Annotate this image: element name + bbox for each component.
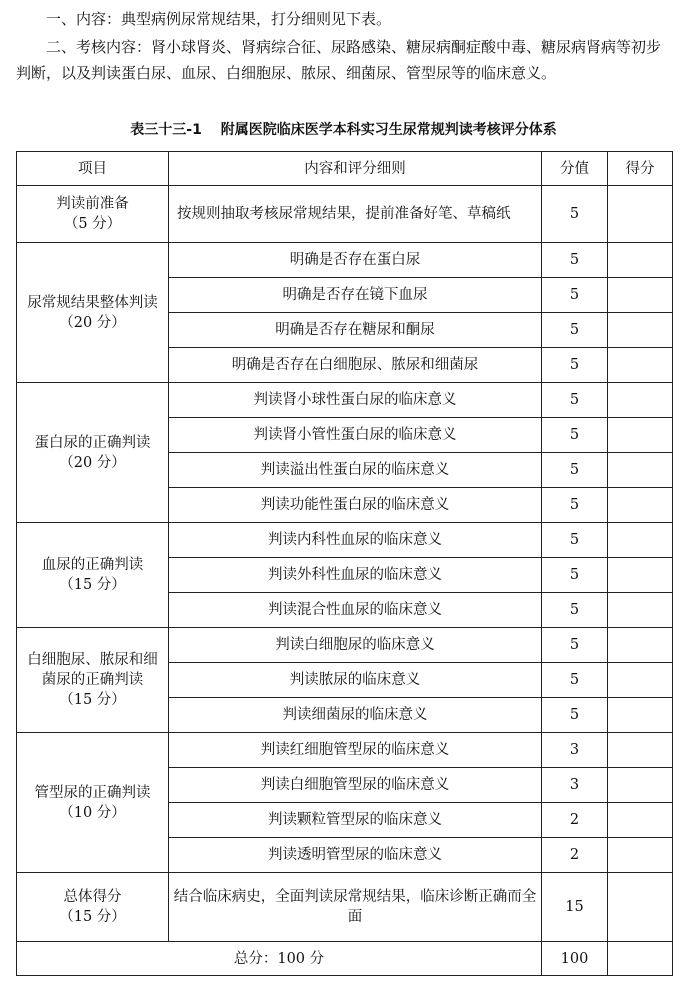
earned-score-cell (608, 838, 673, 873)
item-group-label: （20 分） (59, 454, 126, 471)
earned-score-cell (608, 348, 673, 383)
criterion-cell: 明确是否存在蛋白尿 (169, 243, 542, 278)
points-cell: 5 (542, 593, 608, 628)
points-cell: 5 (542, 558, 608, 593)
table-row (17, 243, 673, 278)
scoring-table (16, 151, 673, 976)
earned-score-cell (608, 383, 673, 418)
earned-score-cell (608, 698, 673, 733)
points-cell: 5 (542, 523, 608, 558)
item-group-label: 白细胞尿、脓尿和细 (27, 652, 158, 668)
item-group-label: 血尿的正确判读 (41, 557, 144, 573)
total-points: 100 (542, 942, 608, 976)
earned-score-cell (608, 803, 673, 838)
total-label: 总分：100 分 (17, 942, 542, 976)
earned-score-cell (608, 313, 673, 348)
points-cell: 5 (542, 278, 608, 313)
total-earned-cell (608, 942, 673, 976)
criterion-cell: 判读外科性血尿的临床意义 (169, 558, 542, 593)
table-row (17, 733, 673, 768)
intro-paragraph-2: 二、考核内容：肾小球肾炎、肾病综合征、尿路感染、糖尿病酮症酸中毒、糖尿病肾病等初步判断，以及判读蛋白尿、血尿、白细胞尿、脓尿、细菌尿、管型尿等的临床意义。 (16, 38, 662, 82)
item-group-label: 管型尿的正确判读 (34, 784, 151, 801)
criterion-cell: 判读红细胞管型尿的临床意义 (169, 733, 542, 768)
criterion-cell: 判读透明管型尿的临床意义 (169, 838, 542, 873)
earned-score-cell (608, 628, 673, 663)
table-caption: 表三十三-1 附属医院临床医学本科实习生尿常规判读考核评分体系 (130, 122, 557, 138)
criterion-cell: 明确是否存在糖尿和酮尿 (169, 313, 542, 348)
item-group-label: （15 分） (59, 909, 126, 925)
criterion-cell: 判读脓尿的临床意义 (169, 663, 542, 698)
criterion-cell: 判读细菌尿的临床意义 (169, 698, 542, 733)
points-cell: 5 (542, 348, 608, 383)
criterion-cell: 判读颗粒管型尿的临床意义 (169, 803, 542, 838)
criterion-cell: 明确是否存在白细胞尿、脓尿和细菌尿 (169, 348, 542, 383)
criterion-cell: 判读功能性蛋白尿的临床意义 (169, 488, 542, 523)
table-row (17, 186, 673, 243)
earned-score-cell (608, 873, 673, 942)
total-row (17, 942, 673, 976)
criterion-cell: 判读肾小球性蛋白尿的临床意义 (169, 383, 542, 418)
intro-paragraph-1: 一、内容：典型病例尿常规结果，打分细则见下表。 (46, 10, 392, 28)
table-row (17, 523, 673, 558)
points-cell: 5 (542, 628, 608, 663)
earned-score-cell (608, 593, 673, 628)
points-cell: 2 (542, 803, 608, 838)
earned-score-cell (608, 278, 673, 313)
item-group-label: （5 分） (63, 216, 122, 232)
item-group-label: （15 分） (59, 692, 126, 708)
criterion-cell: 判读内科性血尿的临床意义 (169, 523, 542, 558)
earned-score-cell (608, 186, 673, 243)
points-cell: 15 (542, 873, 608, 942)
points-cell: 5 (542, 383, 608, 418)
header-content: 内容和评分细则 (169, 152, 542, 186)
header-score: 得分 (608, 152, 673, 186)
earned-score-cell (608, 733, 673, 768)
points-cell: 5 (542, 186, 608, 243)
item-group-label: 蛋白尿的正确判读 (34, 434, 151, 451)
earned-score-cell (608, 243, 673, 278)
table-row (17, 383, 673, 418)
criterion-cell: 判读肾小管性蛋白尿的临床意义 (169, 418, 542, 453)
item-group-label: （20 分） (59, 314, 126, 331)
item-group-label: 菌尿的正确判读 (41, 672, 144, 688)
item-group-cell (17, 733, 169, 873)
item-group-cell (17, 383, 169, 523)
item-group-cell (17, 873, 169, 942)
item-group-label: （15 分） (59, 577, 126, 593)
item-group-label: （10 分） (59, 804, 126, 821)
criterion-cell: 判读白细胞管型尿的临床意义 (169, 768, 542, 803)
table-header-row (17, 152, 673, 186)
criterion-cell: 判读混合性血尿的临床意义 (169, 593, 542, 628)
header-points: 分值 (542, 152, 608, 186)
points-cell: 2 (542, 838, 608, 873)
table-row (17, 873, 673, 942)
points-cell: 5 (542, 663, 608, 698)
earned-score-cell (608, 523, 673, 558)
points-cell: 5 (542, 243, 608, 278)
item-group-cell (17, 628, 169, 733)
earned-score-cell (608, 453, 673, 488)
points-cell: 3 (542, 733, 608, 768)
criterion-cell: 判读溢出性蛋白尿的临床意义 (169, 453, 542, 488)
points-cell: 5 (542, 313, 608, 348)
points-cell: 5 (542, 418, 608, 453)
item-group-label: 总体得分 (63, 889, 122, 905)
criterion-cell: 判读白细胞尿的临床意义 (169, 628, 542, 663)
item-group-label: 判读前准备 (56, 196, 129, 212)
points-cell: 5 (542, 698, 608, 733)
criterion-cell: 按规则抽取考核尿常规结果，提前准备好笔、草稿纸 (169, 186, 542, 243)
item-group-cell (17, 523, 169, 628)
item-group-label: 尿常规结果整体判读 (27, 294, 158, 311)
points-cell: 3 (542, 768, 608, 803)
item-group-cell (17, 186, 169, 243)
points-cell: 5 (542, 453, 608, 488)
criterion-cell: 明确是否存在镜下血尿 (169, 278, 542, 313)
earned-score-cell (608, 768, 673, 803)
earned-score-cell (608, 663, 673, 698)
points-cell: 5 (542, 488, 608, 523)
table-row (17, 628, 673, 663)
earned-score-cell (608, 488, 673, 523)
item-group-cell (17, 243, 169, 383)
header-item: 项目 (17, 152, 169, 186)
criterion-cell: 结合临床病史，全面判读尿常规结果，临床诊断正确而全面 (169, 873, 542, 942)
earned-score-cell (608, 558, 673, 593)
earned-score-cell (608, 418, 673, 453)
